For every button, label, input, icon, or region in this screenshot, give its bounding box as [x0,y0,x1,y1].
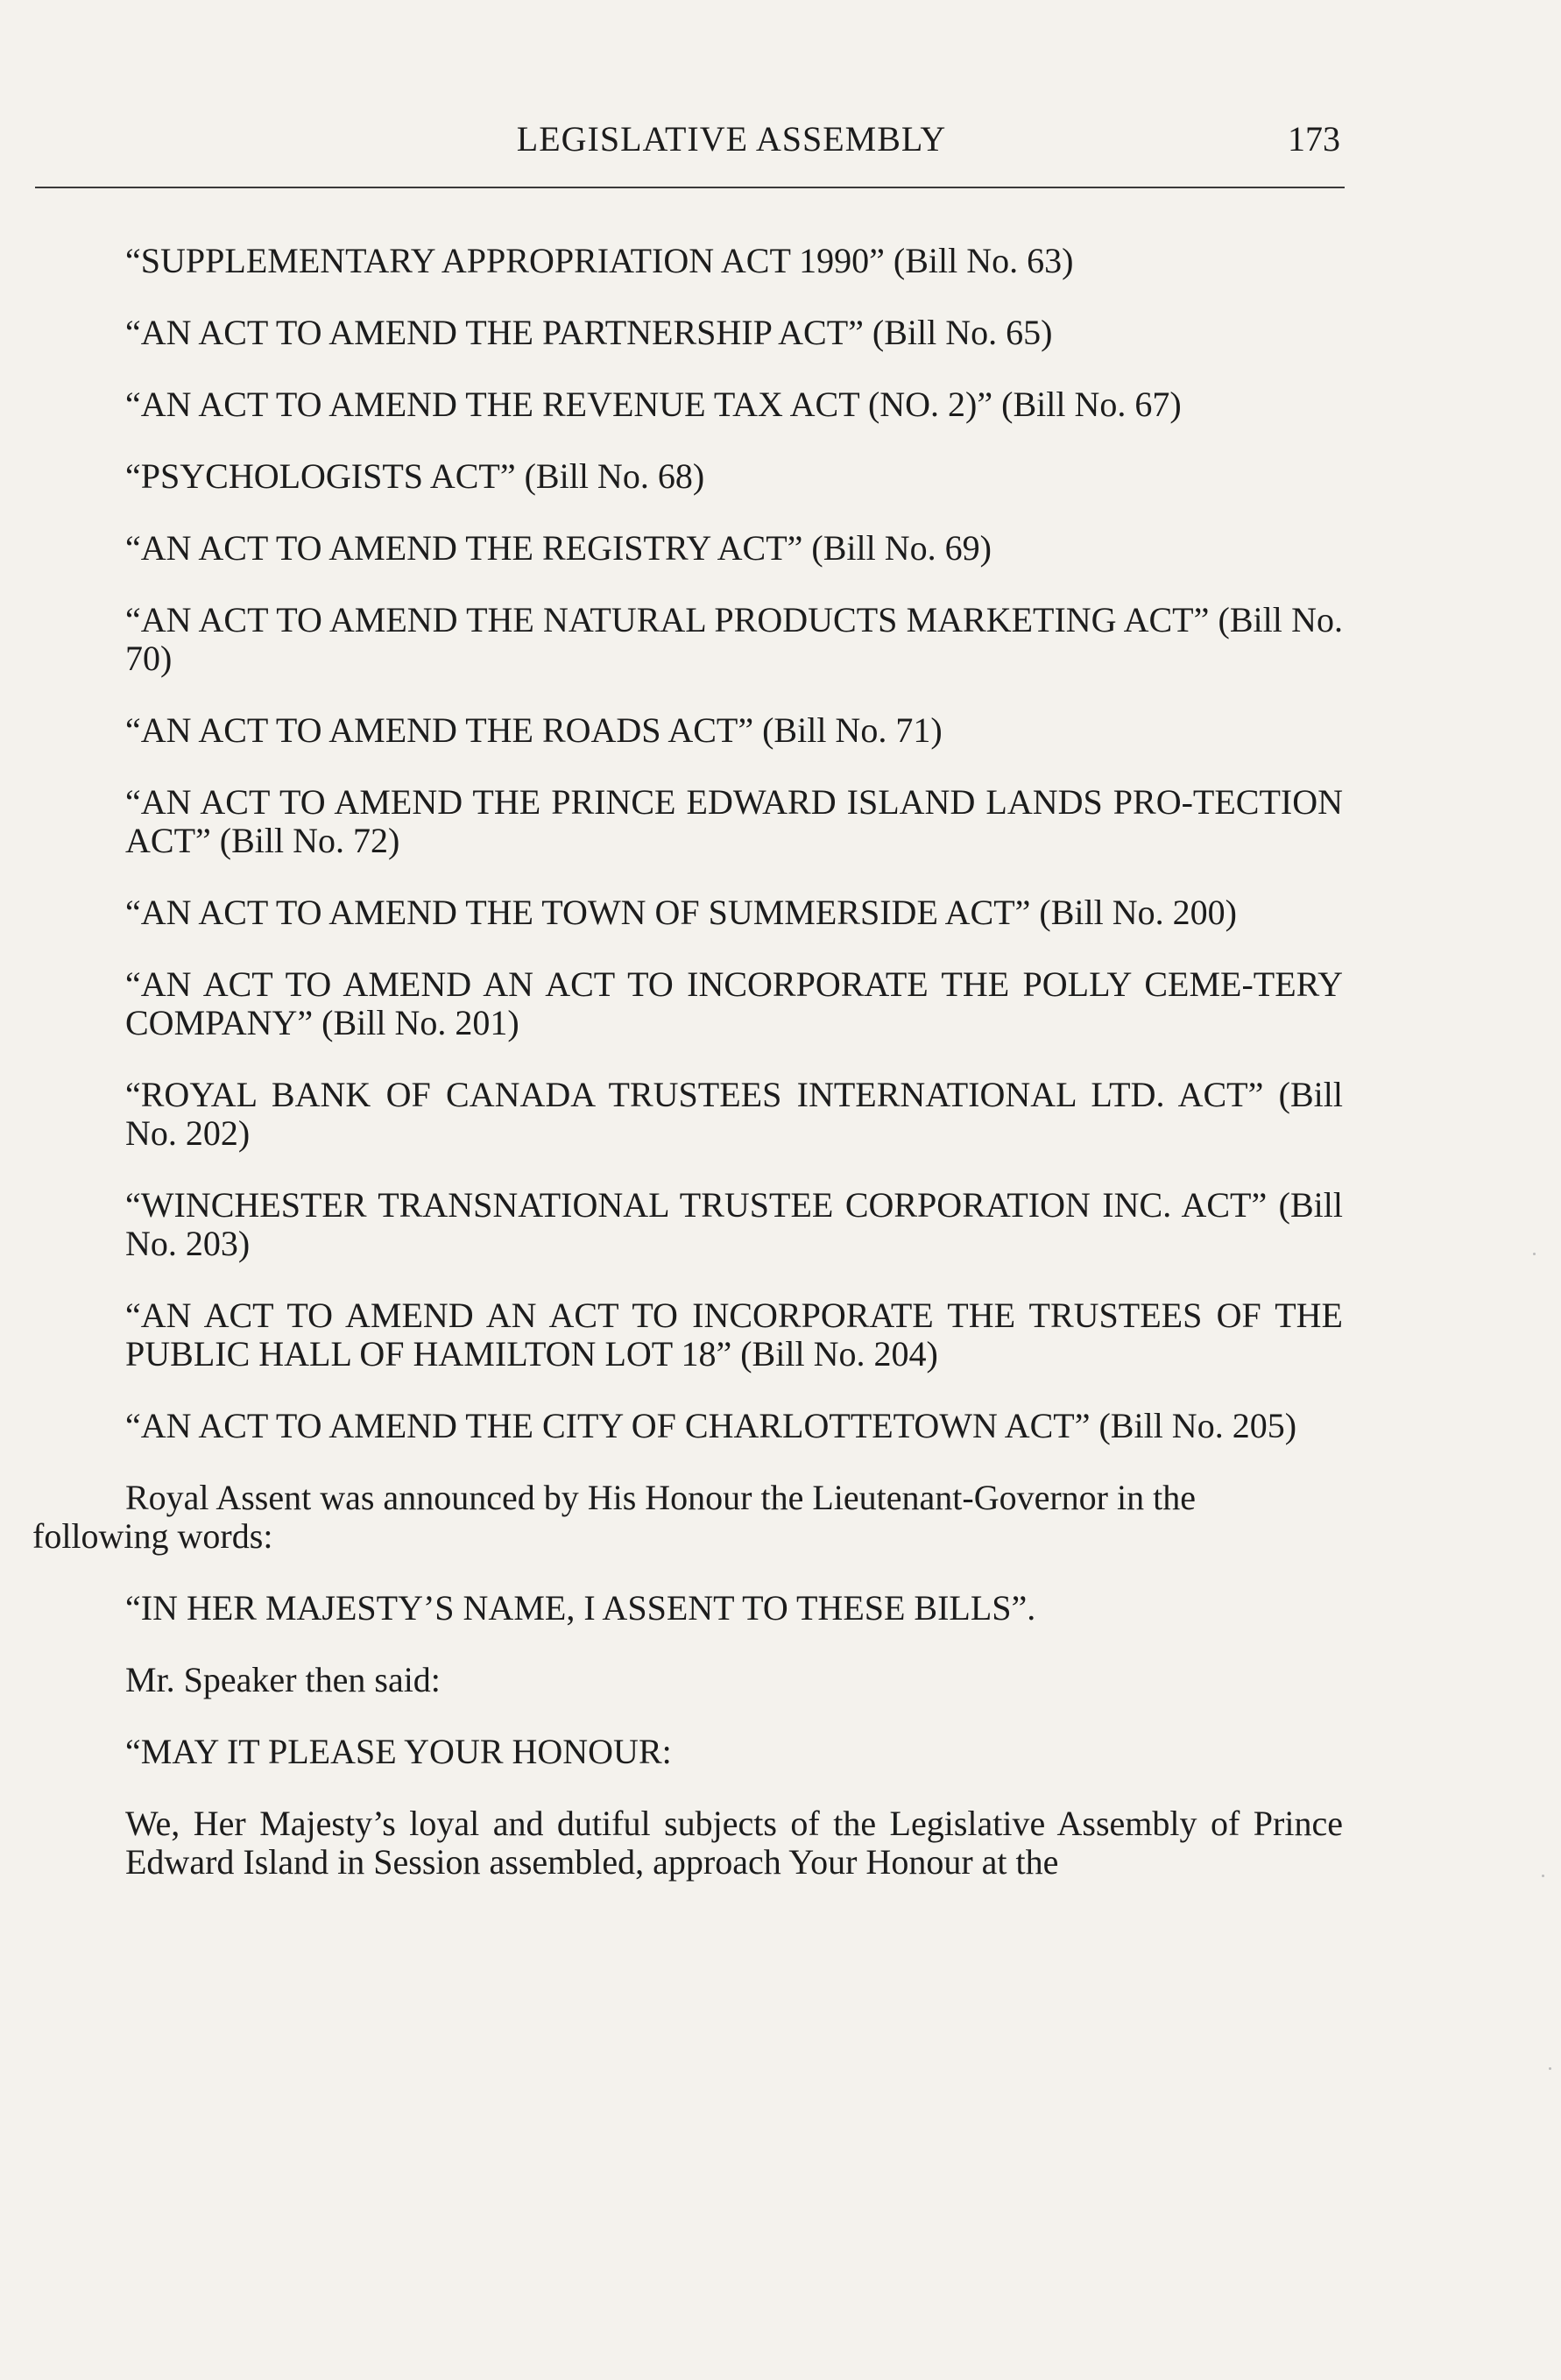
bill-entry: “PSYCHOLOGISTS ACT” (Bill No. 68) [125,456,705,496]
bill-entry: “AN ACT TO AMEND THE PRINCE EDWARD ISLAND LANDS PRO-TECTION ACT” (Bill No. 72) [125,782,1343,860]
running-head: LEGISLATIVE ASSEMBLY [516,119,947,159]
header-rule [35,187,1345,188]
scan-speck [1533,1253,1536,1255]
page-body [32,241,1343,1915]
address-opening: “MAY IT PLEASE YOUR HONOUR: [125,1732,672,1771]
scan-speck [1542,1875,1544,1877]
page-header [123,118,1340,171]
bill-entry: “AN ACT TO AMEND THE ROADS ACT” (Bill No. 71) [125,710,943,750]
bill-entry: “AN ACT TO AMEND THE REGISTRY ACT” (Bill No. 69) [125,528,992,568]
bill-entry: “WINCHESTER TRANSNATIONAL TRUSTEE CORPORATION INC. ACT” (Bill No. 203) [125,1185,1343,1263]
bill-entry: “AN ACT TO AMEND THE REVENUE TAX ACT (NO. 2)” (Bill No. 67) [125,385,1182,424]
bill-entry: “ROYAL BANK OF CANADA TRUSTEES INTERNATIONAL LTD. ACT” (Bill No. 202) [125,1075,1343,1153]
scan-speck [1549,2067,1551,2070]
assent-quotation: “IN HER MAJESTY’S NAME, I ASSENT TO THESE BILLS”. [125,1588,1036,1628]
bill-entry: “AN ACT TO AMEND THE NATURAL PRODUCTS MARKETING ACT” (Bill No. 70) [125,600,1343,678]
bill-entry: “AN ACT TO AMEND AN ACT TO INCORPORATE THE TRUSTEES OF THE PUBLIC HALL OF HAMILTON LOT 18” (Bill No. 204) [125,1296,1343,1374]
royal-assent-line-1: Royal Assent was announced by His Honour the Lieutenant-Governor in the [125,1478,1196,1517]
bill-entry: “AN ACT TO AMEND THE CITY OF CHARLOTTETOWN ACT” (Bill No. 205) [125,1406,1297,1445]
bill-entry: “AN ACT TO AMEND THE TOWN OF SUMMERSIDE ACT” (Bill No. 200) [125,893,1237,932]
speaker-intro: Mr. Speaker then said: [125,1660,441,1699]
royal-assent-line-2: following words: [32,1516,273,1556]
bill-entry: “AN ACT TO AMEND THE PARTNERSHIP ACT” (Bill No. 65) [125,313,1053,352]
bill-entry: “SUPPLEMENTARY APPROPRIATION ACT 1990” (Bill No. 63) [125,241,1074,280]
page-number: 173 [1288,119,1340,159]
royal-assent-paragraph [32,1478,1343,1556]
address-body: We, Her Majesty’s loyal and dutiful subjects of the Legislative Assembly of Prince Edward Island in Session assembled, approach Your Honour at the [125,1804,1343,1882]
bill-entry: “AN ACT TO AMEND AN ACT TO INCORPORATE THE POLLY CEME-TERY COMPANY” (Bill No. 201) [125,964,1343,1042]
